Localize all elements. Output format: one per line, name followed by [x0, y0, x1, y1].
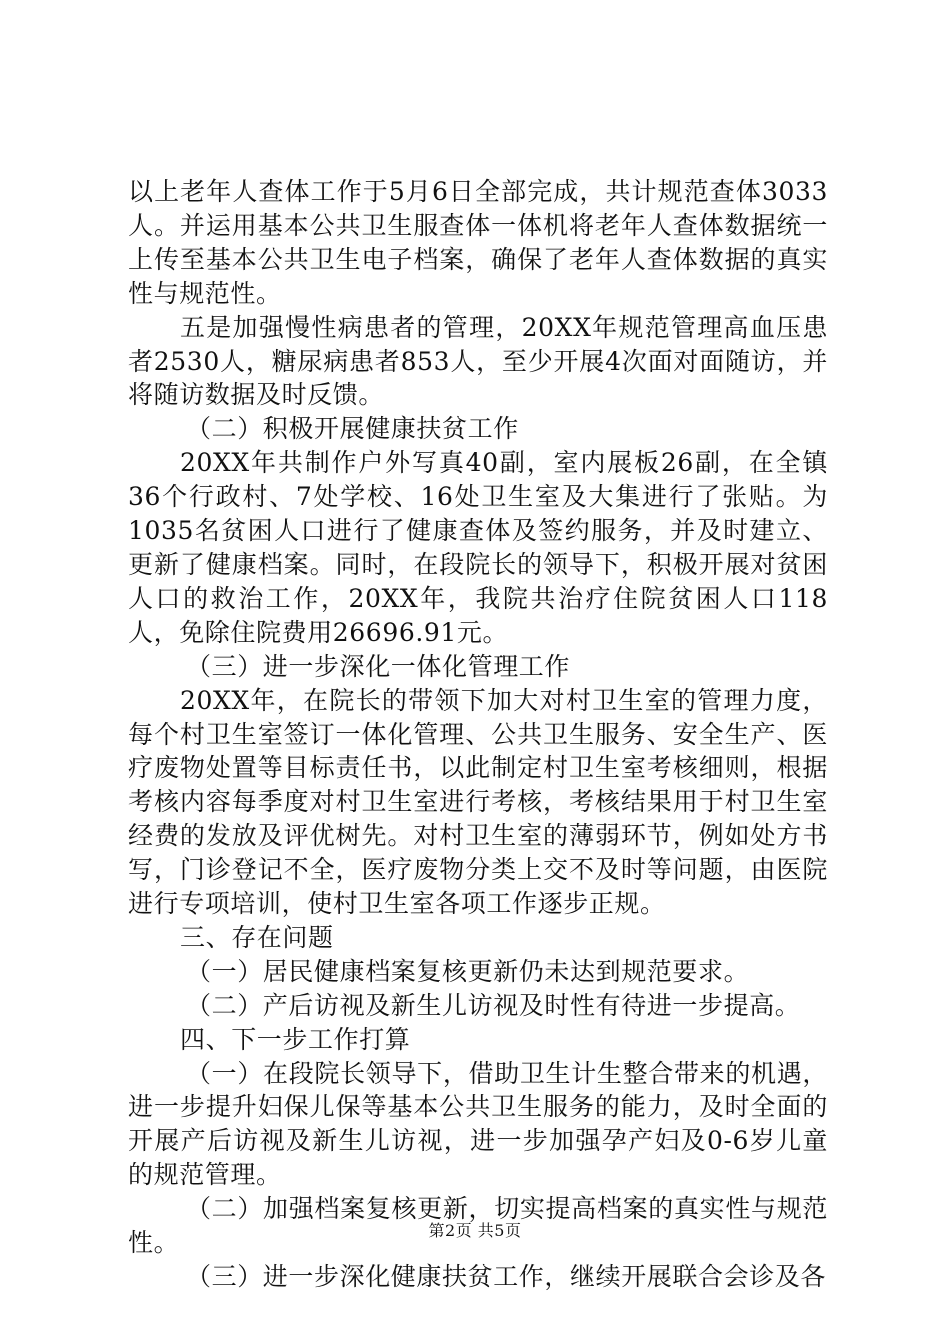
- document-body: [128, 175, 828, 1294]
- heading-integrated-management: （三）进一步深化一体化管理工作: [186, 651, 571, 681]
- next-step-item-3: （三）进一步深化健康扶贫工作，继续开展联合会诊及各: [186, 1262, 827, 1291]
- paragraph-health-poverty: 20XX年共制作户外写真40副，室内展板26副，在全镇36个行政村、7处学校、16处卫生室及大集进行了张贴。为1035名贫困人口进行了健康查体及签约服务，并及时建立、更新了健康档案。同时，在段院长的领导下，积极开展对贫困人口的救治工作，20XX年，我院共治疗住院贫困人口118人，免除住院费用26696.91元。: [128, 448, 828, 647]
- page-footer: 第2页 共5页: [428, 1221, 522, 1240]
- heading-health-poverty: （二）积极开展健康扶贫工作: [186, 414, 519, 444]
- next-step-item-2: （二）加强档案复核更新，切实提高档案的真实性与规范性。: [128, 1194, 828, 1258]
- paragraph-elderly-checkup: 以上老年人查体工作于5月6日全部完成，共计规范查体3033人。并运用基本公共卫生服查体一体机将老年人查体数据统一上传至基本公共卫生电子档案，确保了老年人查体数据的真实性与规范性。: [128, 177, 828, 308]
- heading-problems: 三、存在问题: [180, 922, 334, 952]
- problem-item-1: （一）居民健康档案复核更新仍未达到规范要求。: [186, 956, 750, 986]
- paragraph-integrated-management: 20XX年，在院长的带领下加大对村卫生室的管理力度，每个村卫生室签订一体化管理、公共卫生服务、安全生产、医疗废物处置等目标责任书，以此制定村卫生室考核细则，根据考核内容每季度对村卫生室进行考核，考核结果用于村卫生室经费的发放及评优树先。对村卫生室的薄弱环节，例如处方书写，门诊登记不全，医疗废物分类上交不及时等问题，由医院进行专项培训，使村卫生室各项工作逐步正规。: [128, 685, 828, 919]
- problem-item-2: （二）产后访视及新生儿访视及时性有待进一步提高。: [186, 990, 801, 1020]
- paragraph-chronic-disease: 五是加强慢性病患者的管理，20XX年规范管理高血压患者2530人，糖尿病患者853人，至少开展4次面对面随访，并将随访数据及时反馈。: [128, 312, 828, 410]
- next-step-item-1: （一）在段院长领导下，借助卫生计生整合带来的机遇，进一步提升妇保儿保等基本公共卫生服务的能力，及时全面的开展产后访视及新生儿访视，进一步加强孕产妇及0-6岁儿童的规范管理。: [128, 1058, 828, 1190]
- heading-next-steps: 四、下一步工作打算: [180, 1024, 411, 1054]
